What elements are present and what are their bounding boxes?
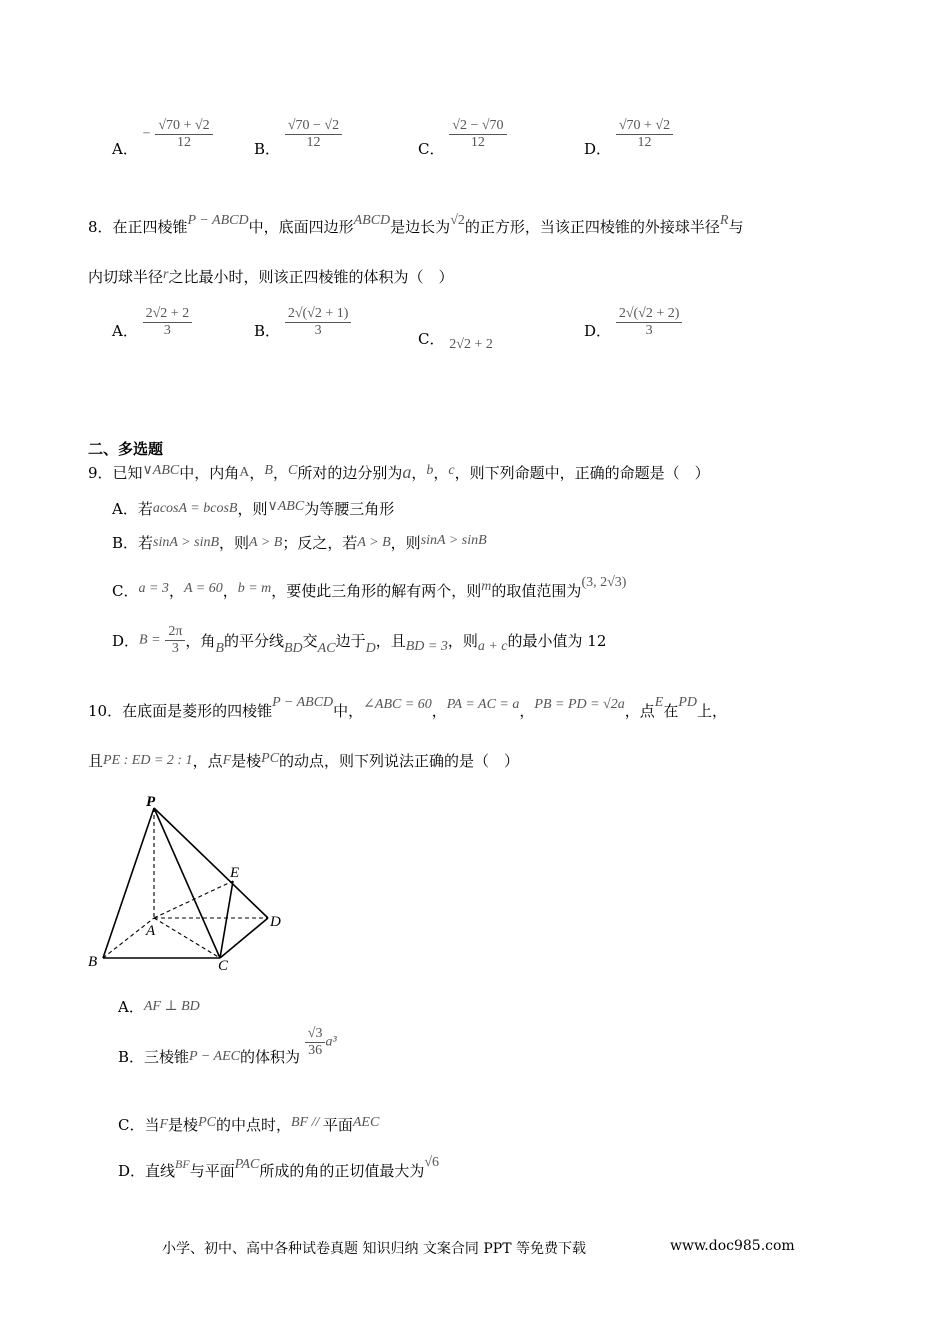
q9-stem: 9．已知∨ABC中，内角A，B，C所对的边分别为a，b，c，则下列命题中，正确的命题是（ ）	[88, 462, 710, 482]
label-a: A	[146, 923, 156, 939]
q10-option-d: D．直线$^{BF}$与平面PAC所成的角的正切值最大为√6	[118, 1155, 440, 1180]
q8-option-d: D． $\frac{2√(√2 + 2)}{3}$	[584, 306, 682, 339]
q9-option-a: A．若acosA = bcosB，则∨ABC为等腰三角形	[112, 499, 395, 518]
q8-option-a: A． $\frac{2√2 + 2}{3}$	[112, 306, 192, 339]
q10-option-b: B．三棱锥P − AEC的体积为 $\frac{√3}{36}$ a³	[118, 1026, 337, 1066]
q7-option-b: B． $\frac{√70 - √2}{12}$	[254, 118, 342, 151]
label-b: B	[88, 954, 98, 970]
edge-pd	[154, 808, 268, 918]
footer-left: 小学、初中、高中各种试卷真题 知识归纳 文案合同 PPT 等免费下载	[162, 1241, 586, 1257]
q7-option-d: D． $\frac{√70 + √2}{12}$	[584, 118, 673, 151]
label-d: D	[270, 914, 281, 930]
edge-pc	[154, 808, 220, 958]
label-e: E	[230, 865, 240, 881]
q7-option-a: A． − $\frac{√70 + √2}{12}$	[112, 118, 213, 151]
q9-option-d: D．B = $\frac{2\pi}{3}$ ，角B的平分线BD交AC边于D，且BD = 3，则a + c的最小值为 12	[112, 624, 607, 656]
q10-option-c: C．当F是棱PC的中点时，BF // 平面AEC	[118, 1115, 380, 1134]
segment-ce	[220, 881, 233, 958]
q9-option-c: C．a = 3，A = 60，b = m，要使此三角形的解有两个，则m的取值范围为(3, 2√3)	[112, 575, 627, 600]
segment-ac	[154, 918, 220, 958]
label-p: P	[146, 794, 156, 810]
section-title: 二、多选题	[88, 440, 164, 458]
q8-stem-line1: 8．在正四棱锥P − ABCD中，底面四边形ABCD是边长为√2的正方形，当该正四棱锥的外接球半径R与	[88, 213, 744, 236]
q9-option-b: B．若sinA > sinB，则A > B；反之，若A > B，则sinA > sinB	[112, 533, 487, 552]
q10-option-a: A．AF ⊥ BD	[118, 998, 200, 1016]
edge-cd	[220, 918, 268, 958]
q7-option-c: C． $\frac{√2 - √70}{12}$	[418, 118, 507, 151]
pyramid-figure	[80, 788, 300, 978]
q10-stem-line1: 10．在底面是菱形的四棱锥P − ABCD中，∠ABC = 60，PA = AC = a，PB = PD = √2a，点E在PD上，	[88, 695, 728, 720]
q8-stem-line2: 内切球半径r之比最小时，则该正四棱锥的体积为（ ）	[88, 267, 454, 286]
q8-option-c: C． 2√2 + 2	[418, 330, 493, 352]
q8-option-b: B． $\frac{2√(√2 + 1)}{3}$	[254, 306, 351, 339]
footer-url[interactable]: www.doc985.com	[670, 1238, 795, 1254]
q10-stem-line2: 且PE : ED = 2 : 1，点F是棱PC的动点，则下列说法正确的是（ ）	[88, 751, 520, 770]
segment-ae	[154, 881, 233, 918]
label-c: C	[218, 958, 229, 974]
